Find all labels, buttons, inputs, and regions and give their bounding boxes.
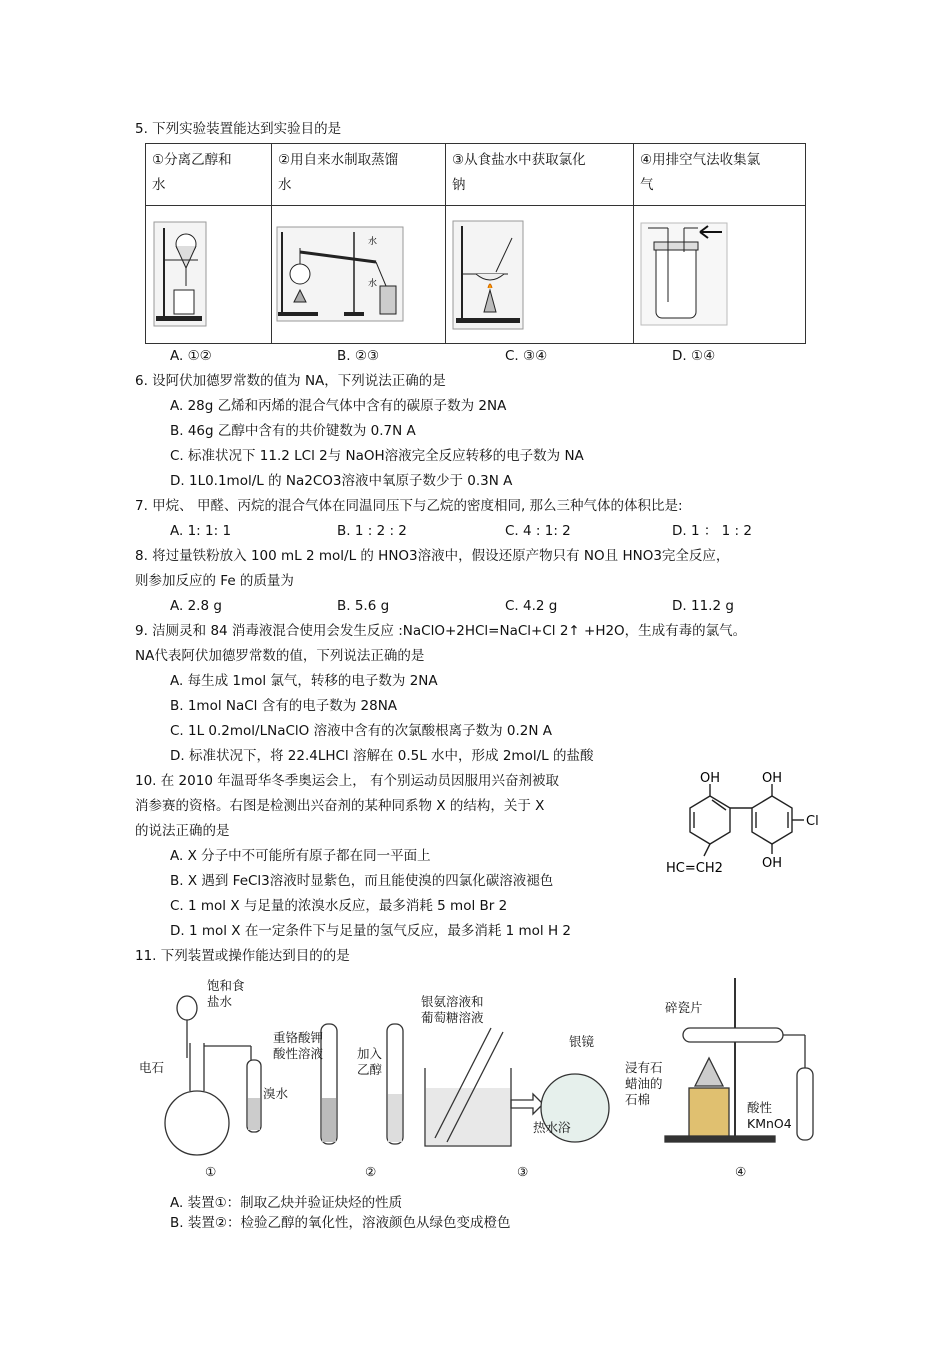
carbide-label: 电石 [139,1060,165,1075]
bromine-label: 溴水 [263,1086,289,1101]
distillation-figure [276,226,404,322]
q11-stem: 11. 下列装置或操作能达到目的的是 [135,948,350,964]
q9-option-b: B. 1mol NaCl 含有的电子数为 28NA [170,698,398,714]
q5-stem: 5. 下列实验装置能达到实验目的是 [135,121,342,137]
q7-option-b: B. 1 : 2 : 2 [337,523,407,539]
q7-option-c: C. 4 : 1: 2 [505,523,571,539]
q8-stem-1: 8. 将过量铁粉放入 100 mL 2 mol/L 的 HNO3溶液中，假设还原产物只有 NO且 HNO3完全反应， [135,548,730,564]
q8-option-d: D. 11.2 g [672,598,734,614]
water-label-1: 水 [368,237,378,247]
device-number-2: ② [365,1164,377,1179]
brine-label: 饱和食 盐水 [207,978,245,1009]
oh-label-3: OH [762,856,783,871]
add-ethanol-label: 加入 乙醇 [357,1046,383,1077]
q9-option-a: A. 每生成 1mol 氯气，转移的电子数为 2NA [170,673,438,689]
q5-option-d: D. ①④ [672,348,716,364]
oh-label-2: OH [762,771,783,786]
q6-option-b: B. 46g 乙醇中含有的共价键数为 0.7N A [170,423,416,439]
q5-table [145,143,806,344]
q9-option-c: C. 1L 0.2mol/LNaClO 溶液中含有的次氯酸根离子数为 0.2N A [170,723,552,739]
cl-label: Cl [806,814,819,829]
q10-option-d: D. 1 mol X 在一定条件下与足量的氢气反应，最多消耗 1 mol H 2 [170,923,572,939]
porcelain-label: 碎瓷片 [665,1000,703,1015]
q8-stem-2: 则参加反应的 Fe 的质量为 [135,573,294,589]
q9-stem-2: NA代表阿伏加德罗常数的值，下列说法正确的是 [135,648,425,664]
silver-mirror-label: 银镜 [569,1034,595,1049]
q10-stem-1: 10. 在 2010 年温哥华冬季奥运会上， 有个别运动员因服用兴奋剂被取 [135,773,559,789]
q6-option-c: C. 标准状况下 11.2 LCl 2与 NaOH溶液完全反应转移的电子数为 NA [170,448,584,464]
device-number-1: ① [205,1164,217,1179]
separatory-funnel-figure [152,220,212,328]
q11-option-b: B. 装置②：检验乙醇的氧化性，溶液颜色从绿色变成橙色 [170,1215,511,1231]
q5-header-1: ①分离乙醇和 水 [146,144,272,206]
structure-x-figure [660,770,835,882]
water-label-2: 水 [368,279,378,289]
q6-option-a: A. 28g 乙烯和丙烯的混合气体中含有的碳原子数为 2NA [170,398,507,414]
device-number-4: ④ [735,1164,747,1179]
q7-option-a: A. 1: 1: 1 [170,523,232,539]
device-number-3: ③ [517,1164,529,1179]
kmno4-label: 酸性 KMnO4 [747,1100,792,1131]
q5-header-3: ③从食盐水中获取氯化 钠 [446,144,634,206]
q10-option-c: C. 1 mol X 与足量的浓溴水反应，最多消耗 5 mol Br 2 [170,898,508,914]
q6-stem: 6. 设阿伏加德罗常数的值为 NA，下列说法正确的是 [135,373,446,389]
vinyl-label: HC=CH2 [666,861,723,876]
q10-option-a: A. X 分子中不可能所有原子都在同一平面上 [170,848,431,864]
q9-option-d: D. 标准状况下，将 22.4LHCl 溶解在 0.5L 水中，形成 2mol/L 的盐酸 [170,748,594,764]
asbestos-label: 浸有石 蜡油的 石棉 [625,1060,663,1107]
q5-header-2: ②用自来水制取蒸馏 水 [272,144,446,206]
oh-label-1: OH [700,771,721,786]
gas-bottle-figure [640,222,732,326]
q7-option-d: D. 1 ： 1 : 2 [672,523,752,539]
q8-option-a: A. 2.8 g [170,598,222,614]
hot-bath-label: 热水浴 [533,1120,571,1135]
q10-option-b: B. X 遇到 FeCl3溶液时显紫色，而且能使溴的四氯化碳溶液褪色 [170,873,554,889]
q5-figure-1 [146,206,272,344]
q5-option-c: C. ③④ [505,348,548,364]
silver-solution-label: 银氨溶液和 葡萄糖溶液 [421,994,484,1025]
q5-option-a: A. ①② [170,348,212,364]
q5-figure-4 [634,206,806,344]
dichromate-label: 重铬酸钾 酸性溶液 [273,1030,324,1061]
q11-figure [135,968,825,1188]
q10-stem-2: 消参赛的资格。右图是检测出兴奋剂的某种同系物 X 的结构，关于 X [135,798,545,814]
q7-stem: 7. 甲烷、 甲醛、丙烷的混合气体在同温同压下与乙烷的密度相同, 那么三种气体的体积比是: [135,498,683,514]
q6-option-d: D. 1L0.1mol/L 的 Na2CO3溶液中氧原子数少于 0.3N A [170,473,513,489]
q8-option-b: B. 5.6 g [337,598,390,614]
q5-figure-2 [272,206,446,344]
q5-option-b: B. ②③ [337,348,380,364]
q10-stem-3: 的说法正确的是 [135,823,230,839]
q5-header-4: ④用排空气法收集氯 气 [634,144,806,206]
evaporation-figure [452,220,524,330]
q8-option-c: C. 4.2 g [505,598,558,614]
q5-figure-3 [446,206,634,344]
q11-option-a: A. 装置①：制取乙炔并验证炔烃的性质 [170,1195,403,1211]
q9-stem-1: 9. 洁厕灵和 84 消毒液混合使用会发生反应 :NaClO+2HCl=NaCl+Cl 2↑ +H2O，生成有毒的氯气。 [135,623,747,639]
